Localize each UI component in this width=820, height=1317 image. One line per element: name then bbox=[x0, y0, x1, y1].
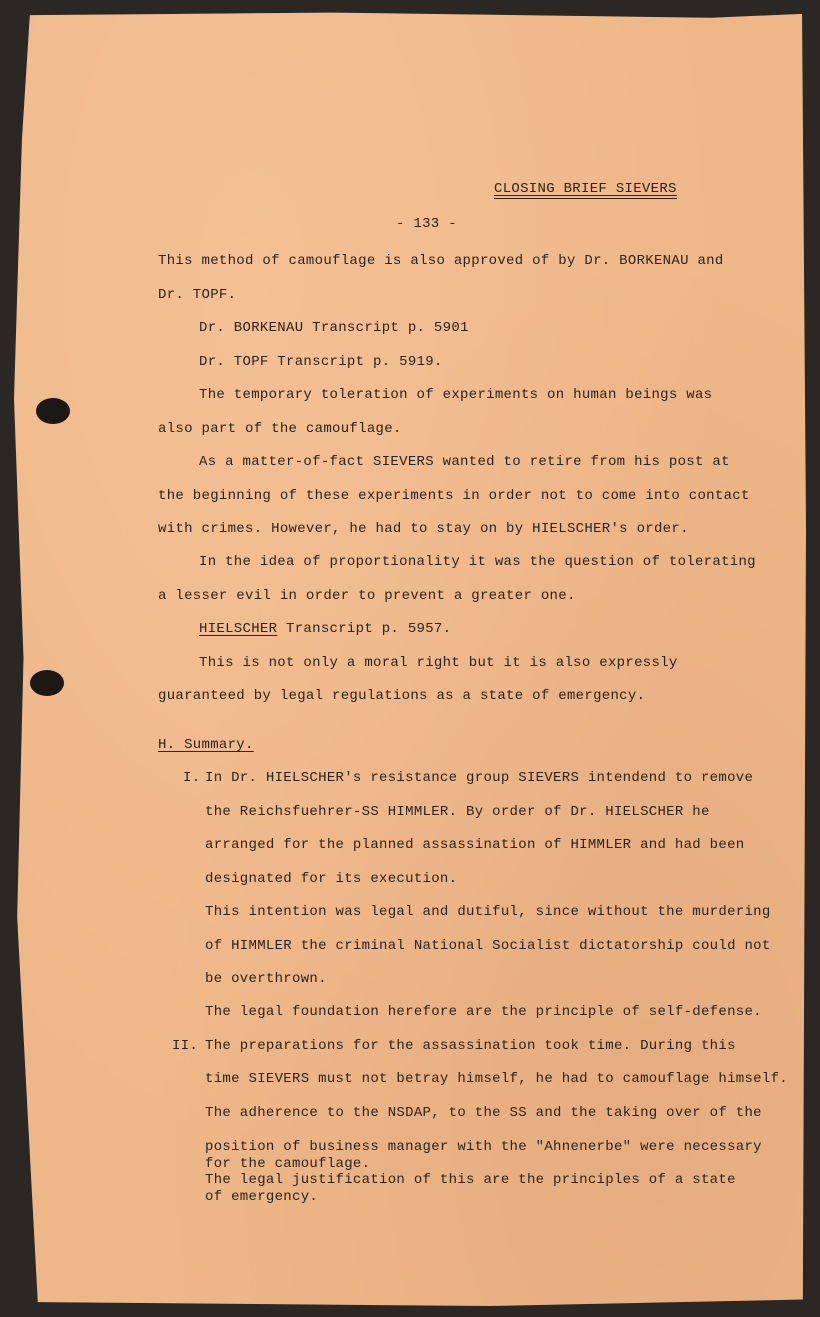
text-line: the beginning of these experiments in order not to come into contact bbox=[158, 488, 750, 504]
text-line: The adherence to the NSDAP, to the SS and the taking over of the bbox=[205, 1105, 762, 1121]
punch-hole bbox=[30, 670, 64, 696]
page-number: - 133 - bbox=[396, 216, 457, 232]
text-line: This is not only a moral right but it is also expressly bbox=[199, 655, 678, 671]
item-number: II. bbox=[172, 1038, 199, 1054]
text-line: The temporary toleration of experiments on human beings was bbox=[199, 387, 713, 403]
text-line: guaranteed by legal regulations as a state of emergency. bbox=[158, 688, 646, 704]
text-line: a lesser evil in order to prevent a greater one. bbox=[158, 588, 576, 604]
text-line: with crimes. However, he had to stay on by HIELSCHER's order. bbox=[158, 521, 689, 537]
citation bbox=[199, 621, 451, 637]
document-title: CLOSING BRIEF SIEVERS bbox=[494, 181, 677, 197]
section-heading: H. Summary. bbox=[158, 737, 254, 753]
text-line: designated for its execution. bbox=[205, 871, 458, 887]
text-line: arranged for the planned assassination of HIMMLER and had been bbox=[205, 837, 745, 853]
text-line: also part of the camouflage. bbox=[158, 421, 402, 437]
citation: Dr. TOPF Transcript p. 5919. bbox=[199, 354, 443, 370]
text-line: In the idea of proportionality it was the question of tolerating bbox=[199, 554, 756, 570]
text-line: The preparations for the assassination took time. During this bbox=[205, 1038, 736, 1054]
text-line: Dr. TOPF. bbox=[158, 287, 237, 303]
text-line: The legal foundation herefore are the principle of self-defense. bbox=[205, 1004, 762, 1020]
text-line: for the camouflage. bbox=[205, 1156, 371, 1172]
text-line: As a matter-of-fact SIEVERS wanted to retire from his post at bbox=[199, 454, 730, 470]
text-line: time SIEVERS must not betray himself, he had to camouflage himself. bbox=[205, 1071, 788, 1087]
citation-rest: Transcript p. 5957. bbox=[277, 621, 452, 637]
citation-name: HIELSCHER bbox=[199, 621, 278, 637]
punch-hole bbox=[36, 398, 70, 424]
text-line: position of business manager with the "Ahnenerbe" were necessary bbox=[205, 1139, 762, 1155]
text-line: the Reichsfuehrer-SS HIMMLER. By order of Dr. HIELSCHER he bbox=[205, 804, 710, 820]
text-line: In Dr. HIELSCHER's resistance group SIEVERS intendend to remove bbox=[205, 770, 754, 786]
text-line: This method of camouflage is also approved of by Dr. BORKENAU and bbox=[158, 253, 724, 269]
item-number: I. bbox=[183, 770, 201, 786]
text-line: be overthrown. bbox=[205, 971, 327, 987]
text-line: The legal justification of this are the principles of a state bbox=[205, 1172, 736, 1188]
citation: Dr. BORKENAU Transcript p. 5901 bbox=[199, 320, 469, 336]
text-line: This intention was legal and dutiful, since without the murdering bbox=[205, 904, 771, 920]
text-line: of HIMMLER the criminal National Socialist dictatorship could not bbox=[205, 938, 771, 954]
text-line: of emergency. bbox=[205, 1189, 319, 1205]
